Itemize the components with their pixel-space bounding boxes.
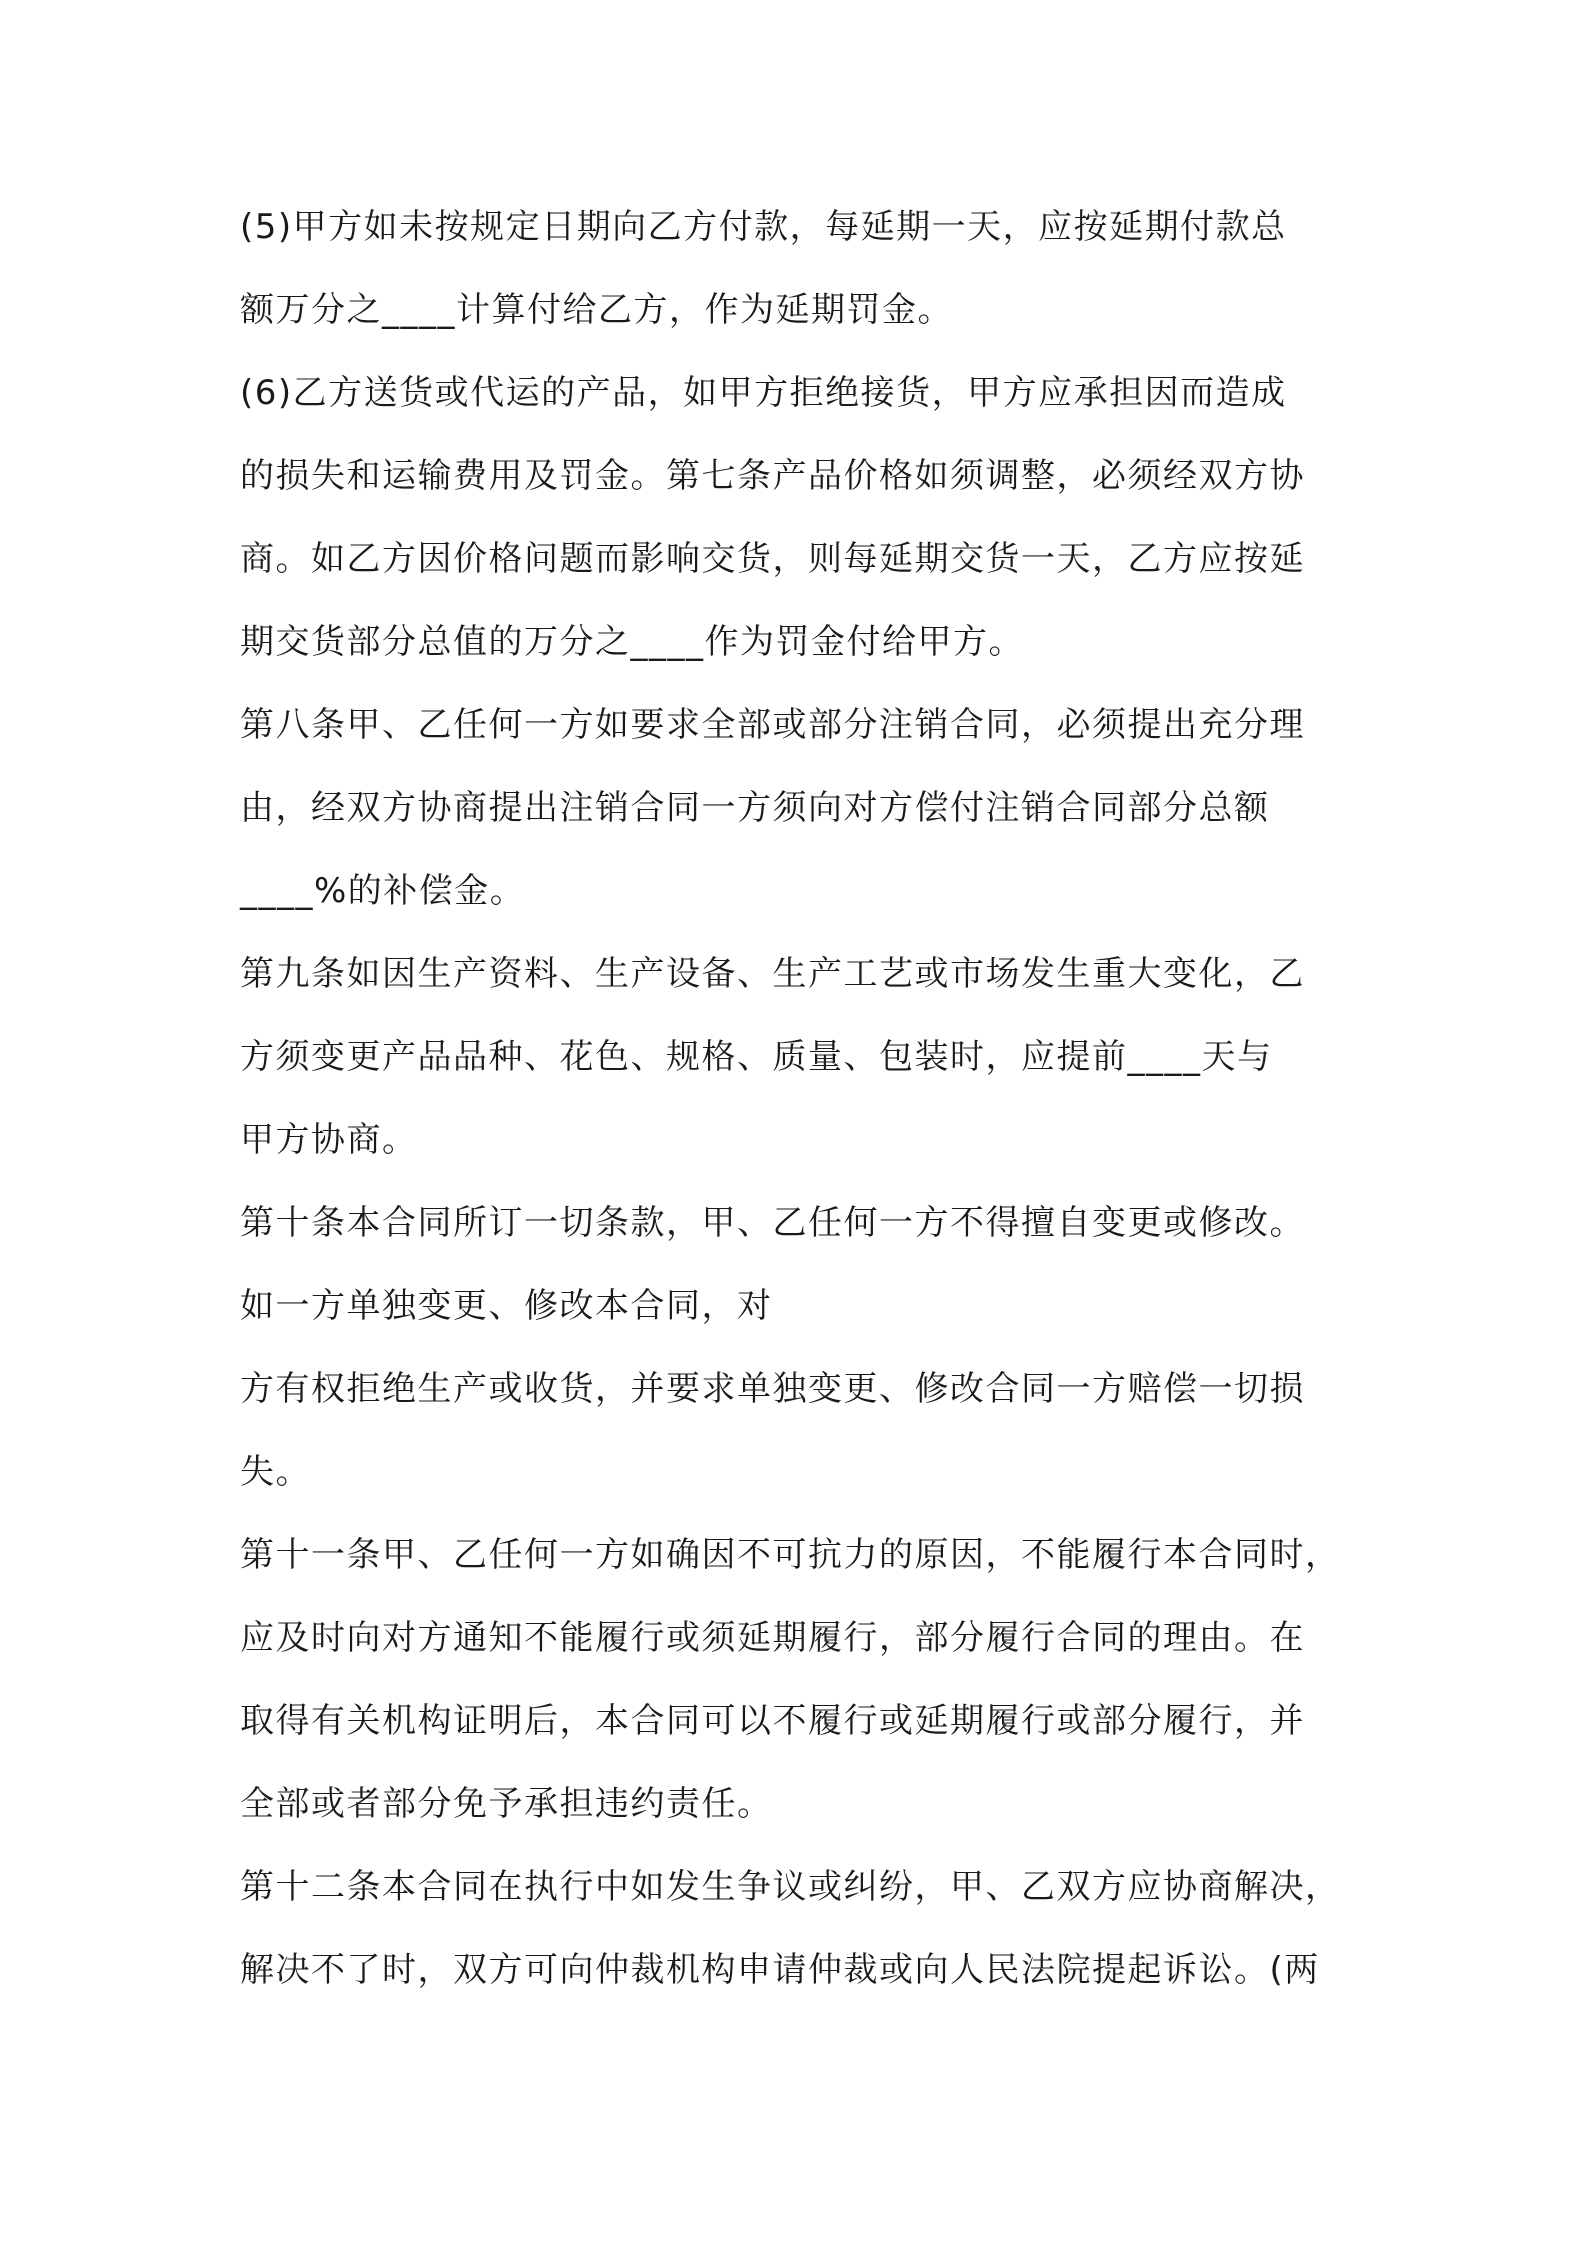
- text-line: 期交货部分总值的万分之____作为罚金付给甲方。: [240, 622, 1024, 662]
- text-line: 由，经双方协商提出注销合同一方须向对方偿付注销合同部分总额: [240, 788, 1270, 828]
- text-line: 如一方单独变更、修改本合同，对: [240, 1286, 773, 1326]
- text-line: 取得有关机构证明后，本合同可以不履行或延期履行或部分履行，并: [240, 1701, 1305, 1741]
- text-line: 第十条本合同所订一切条款，甲、乙任何一方不得擅自变更或修改。: [240, 1203, 1305, 1243]
- text-line: 第九条如因生产资料、生产设备、生产工艺或市场发生重大变化，乙: [240, 954, 1305, 994]
- text-line: 解决不了时，双方可向仲裁机构申请仲裁或向人民法院提起诉讼。(两: [240, 1950, 1320, 1990]
- text-line: (6)乙方送货或代运的产品，如甲方拒绝接货，甲方应承担因而造成: [240, 373, 1287, 413]
- text-line: ____%的补偿金。: [240, 871, 526, 911]
- text-line: 第十二条本合同在执行中如发生争议或纠纷，甲、乙双方应协商解决，: [240, 1867, 1341, 1907]
- text-line: 额万分之____计算付给乙方，作为延期罚金。: [240, 290, 953, 330]
- text-line: 全部或者部分免予承担违约责任。: [240, 1784, 773, 1824]
- text-line: 第十一条甲、乙任何一方如确因不可抗力的原因，不能履行本合同时，: [240, 1535, 1341, 1575]
- text-line: 甲方协商。: [240, 1120, 418, 1160]
- text-line: (5)甲方如未按规定日期向乙方付款，每延期一天，应按延期付款总: [240, 207, 1287, 247]
- text-line: 的损失和运输费用及罚金。第七条产品价格如须调整，必须经双方协: [240, 456, 1305, 496]
- text-line: 第八条甲、乙任何一方如要求全部或部分注销合同，必须提出充分理: [240, 705, 1305, 745]
- text-line: 商。如乙方因价格问题而影响交货，则每延期交货一天，乙方应按延: [240, 539, 1305, 579]
- text-line: 失。: [240, 1452, 311, 1492]
- text-line: 方须变更产品品种、花色、规格、质量、包装时，应提前____天与: [240, 1037, 1273, 1077]
- text-line: 方有权拒绝生产或收货，并要求单独变更、修改合同一方赔偿一切损: [240, 1369, 1305, 1409]
- text-line: 应及时向对方通知不能履行或须延期履行，部分履行合同的理由。在: [240, 1618, 1305, 1658]
